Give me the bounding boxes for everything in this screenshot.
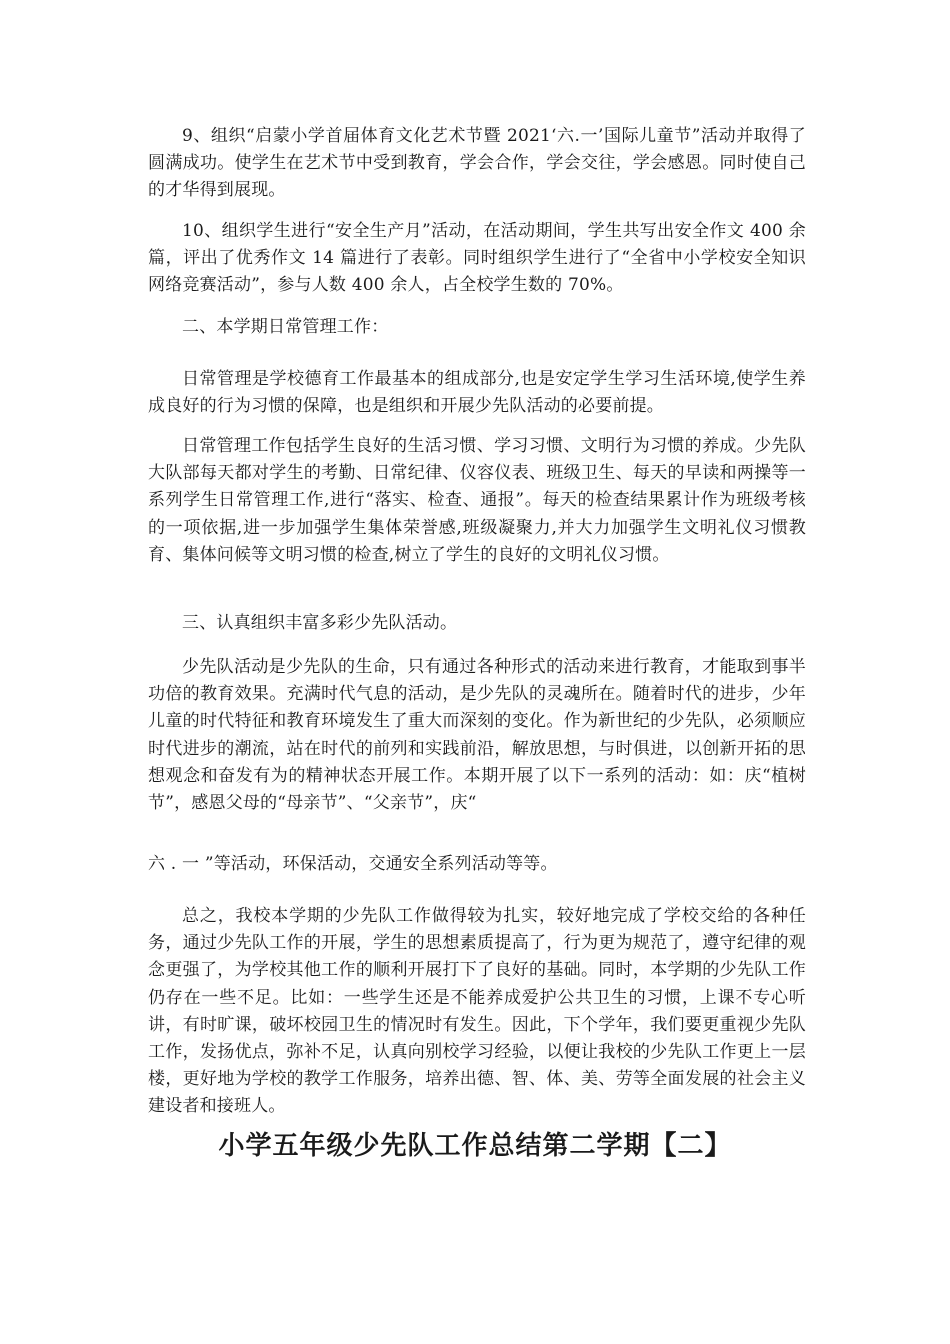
paragraph-daily-management: 日常管理是学校德育工作最基本的组成部分,也是安定学生学习生活环境,使学生养成良好的行为习惯的保障，也是组织和开展少先队活动的必要前提。: [148, 369, 806, 417]
paragraph-activities-continued: 六 . 一 ”等活动，环保活动，交通安全系列活动等等。: [148, 854, 558, 874]
paragraph-item-10: 10、组织学生进行“安全生产月”活动，在活动期间，学生共写出安全作文 400 余篇，评出了优秀作文 14 篇进行了表彰。同时组织学生进行了“全省中小学校安全知识网络竞赛活动”，参与人数 400 余人，占全校学生数的 70%。: [148, 221, 806, 296]
paragraph-summary: 总之，我校本学期的少先队工作做得较为扎实，较好地完成了学校交给的各种任务，通过少先队工作的开展，学生的思想素质提高了，行为更为规范了，遵守纪律的观念更强了，为学校其他工作的顺利开展打下了良好的基础。同时，本学期的少先队工作仍存在一些不足。比如：一些学生还是不能养成爱护公共卫生的习惯，上课不专心听讲，有时旷课，破坏校园卫生的情况时有发生。因此，下个学年，我们要更重视少先队工作，发扬优点，弥补不足，认真向别校学习经验，以便让我校的少先队工作更上一层楼，更好地为学校的教学工作服务，培养出德、智、体、美、劳等全面发展的社会主义建设者和接班人。: [148, 906, 806, 1117]
paragraph-item-9: 9、组织“启蒙小学首届体育文化艺术节暨 2021‘六.一’国际儿童节”活动并取得了圆满成功。使学生在艺术节中受到教育，学会合作，学会交往，学会感恩。同时使自己的才华得到展现。: [148, 126, 806, 201]
section-heading-2: 二、本学期日常管理工作：: [182, 317, 389, 337]
paragraph-activities: 少先队活动是少先队的生命，只有通过各种形式的活动来进行教育，才能取到事半功倍的教育效果。充满时代气息的活动，是少先队的灵魂所在。随着时代的进步，少年儿童的时代特征和教育环境发生了重大而深刻的变化。作为新世纪的少先队，必须顺应时代进步的潮流，站在时代的前列和实践前沿，解放思想，与时俱进，以创新开拓的思想观念和奋发有为的精神状态开展工作。本期开展了以下一系列的活动：如：庆“植树节”，感恩父母的“母亲节”、“父亲节”，庆“: [148, 657, 806, 814]
section-heading-3: 三、认真组织丰富多彩少先队活动。: [182, 613, 458, 633]
paragraph-daily-management-details: 日常管理工作包括学生良好的生活习惯、学习习惯、文明行为习惯的养成。少先队大队部每天都对学生的考勤、日常纪律、仪容仪表、班级卫生、每天的早读和两操等一系列学生日常管理工作,进行“落实、检查、通报”。每天的检查结果累计作为班级考核的一项依据,进一步加强学生集体荣誉感,班级凝聚力,并大力加强学生文明礼仪习惯教育、集体问候等文明习惯的检查,树立了学生的良好的文明礼仪习惯。: [148, 436, 806, 565]
document-title: 小学五年级少先队工作总结第二学期【二】: [218, 1131, 732, 1161]
